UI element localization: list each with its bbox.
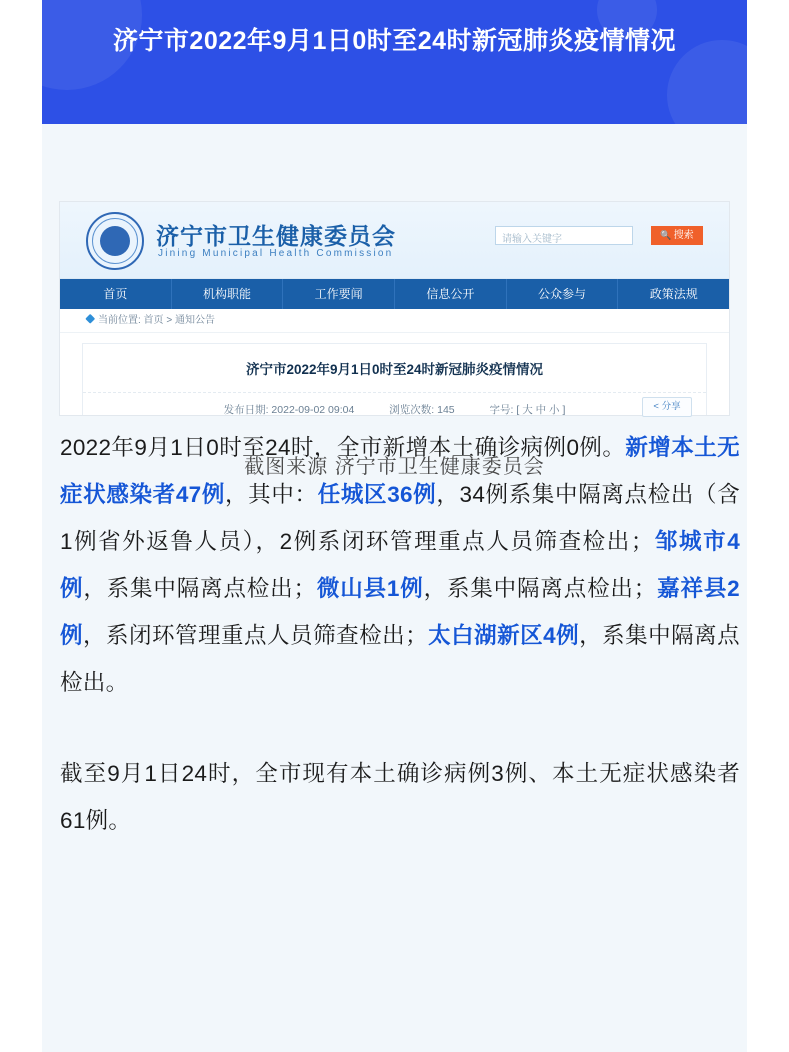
- body-text: ，系集中隔离点检出；: [83, 576, 317, 601]
- highlighted-text: 邹城市4例: [60, 529, 741, 601]
- share-icon: <: [653, 401, 659, 412]
- highlighted-text: 任城区36例: [317, 482, 437, 507]
- highlighted-text: 嘉祥县2例: [60, 576, 740, 648]
- share-label: 分享: [661, 401, 681, 412]
- search-input[interactable]: [495, 226, 633, 245]
- nav-item-regulations[interactable]: 政策法规: [649, 287, 698, 301]
- paragraph-1: [60, 424, 740, 706]
- nav-item-home[interactable]: 首页: [60, 279, 172, 309]
- article-body: [60, 424, 740, 888]
- screenshot-caption: 截图来源 济宁市卫生健康委员会: [244, 456, 545, 478]
- font-size-selector[interactable]: 字号: [ 大 中 小 ]: [489, 404, 566, 416]
- page-title: 济宁市2022年9月1日0时至24时新冠肺炎疫情情况: [112, 27, 677, 55]
- home-icon: [85, 314, 95, 324]
- source-screenshot: [60, 202, 729, 415]
- site-header: [60, 202, 729, 279]
- paragraph-2: [60, 750, 740, 844]
- highlighted-text: 太白湖新区4例: [427, 623, 580, 648]
- breadcrumb: [60, 309, 729, 333]
- body-text: 2022年9月1日0时至24时，全市新增本土确诊病例0例。: [60, 435, 626, 460]
- nav-item-disclosure[interactable]: 信息公开: [395, 279, 507, 309]
- article-meta: [83, 392, 706, 417]
- body-text: ，系集中隔离点检出；: [423, 576, 657, 601]
- nav-item-news[interactable]: 工作要闻: [283, 279, 395, 309]
- body-text: ，其中：: [225, 482, 318, 507]
- nav-item-participation[interactable]: 公众参与: [507, 279, 619, 309]
- body-text: ，系集中隔离点检出。: [60, 623, 740, 695]
- body-text: ，系闭环管理重点人员筛查检出；: [83, 623, 428, 648]
- government-emblem-icon: [86, 212, 144, 270]
- nav-item-functions[interactable]: 机构职能: [172, 279, 284, 309]
- organization-name-en: Jining Municipal Health Commission: [158, 248, 394, 259]
- site-navigation: [60, 279, 729, 309]
- organization-name-cn: 济宁市卫生健康委员会: [156, 223, 396, 249]
- highlighted-text: 新增本土无症状感染者47例: [60, 435, 740, 507]
- article-title: 济宁市2022年9月1日0时至24时新冠肺炎疫情情况: [245, 362, 544, 377]
- search-button-label: 搜索: [673, 230, 694, 241]
- search-icon: 🔍: [660, 230, 672, 240]
- view-count: 浏览次数: 145: [389, 404, 455, 416]
- body-text: 截至9月1日24时，全市现有本土确诊病例3例、本土无症状感染者61例。: [60, 761, 740, 833]
- article-card: [82, 343, 707, 415]
- search-placeholder: 请输入关键字: [502, 234, 562, 245]
- share-button[interactable]: [642, 397, 692, 417]
- search-button[interactable]: [651, 226, 703, 245]
- emblem-ring: [92, 218, 138, 264]
- header-banner: [42, 0, 747, 124]
- breadcrumb-text: 当前位置: 首页 > 通知公告: [98, 315, 215, 326]
- body-text: ，34例系集中隔离点检出（含1例省外返鲁人员），2例系闭环管理重点人员筛查检出；: [60, 482, 740, 554]
- publish-date: 发布日期: 2022-09-02 09:04: [223, 404, 355, 416]
- highlighted-text: 微山县1例: [316, 576, 424, 601]
